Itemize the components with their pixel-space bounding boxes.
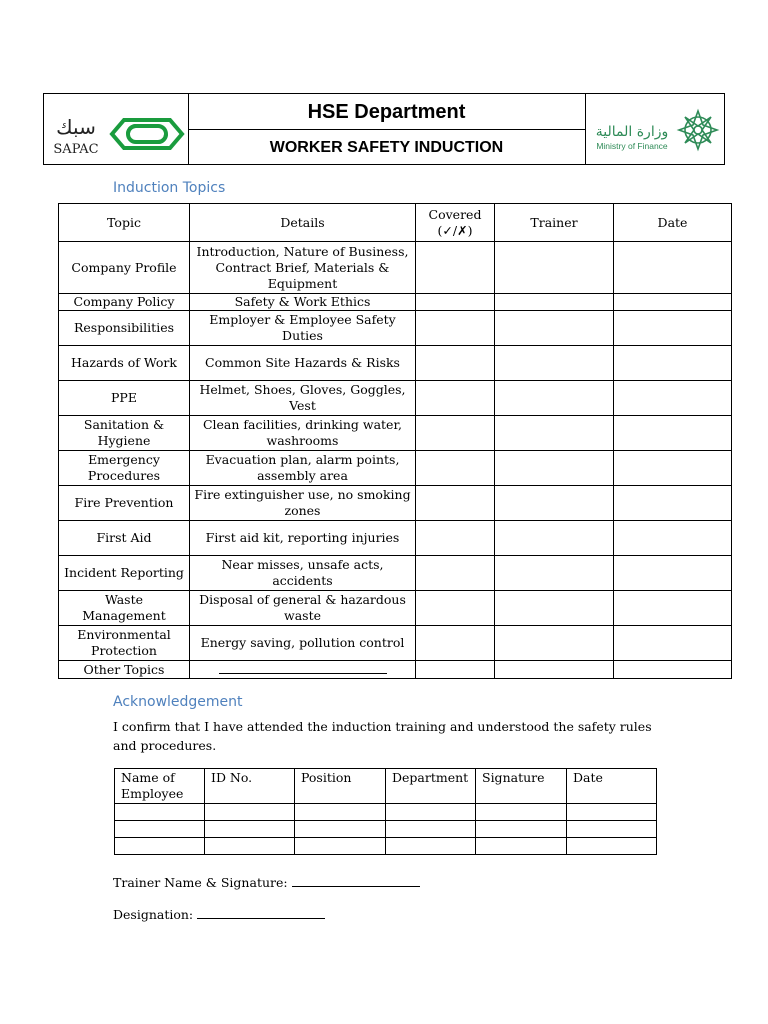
table-row [59, 591, 732, 626]
trainer-cell[interactable] [495, 556, 614, 591]
covered-cell[interactable] [416, 661, 495, 679]
date-cell[interactable] [614, 242, 732, 294]
details-cell: Safety & Work Ethics [190, 294, 416, 311]
details-cell: Helmet, Shoes, Gloves, Goggles, Vest [190, 381, 416, 416]
covered-cell[interactable] [416, 521, 495, 556]
id-cell[interactable] [205, 804, 295, 821]
details-cell: Near misses, unsafe acts, accidents [190, 556, 416, 591]
covered-cell[interactable] [416, 242, 495, 294]
page-title: HSE Department [188, 94, 585, 130]
date-cell[interactable] [567, 804, 657, 821]
column-header-date: Date [567, 769, 657, 804]
table-row [59, 661, 732, 679]
column-header-id: ID No. [205, 769, 295, 804]
covered-cell[interactable] [416, 556, 495, 591]
sapac-logo [44, 94, 189, 164]
name-cell[interactable] [115, 821, 205, 838]
table-row [59, 416, 732, 451]
sapac-logo-arabic-text: سبك [56, 115, 96, 139]
topic-cell: Responsibilities [59, 311, 190, 346]
table-row [59, 346, 732, 381]
department-cell[interactable] [386, 804, 476, 821]
covered-cell[interactable] [416, 311, 495, 346]
topic-cell: Sanitation & Hygiene [59, 416, 190, 451]
column-header-topic: Topic [59, 204, 190, 242]
signature-cell[interactable] [476, 838, 567, 855]
column-header-signature: Signature [476, 769, 567, 804]
date-cell[interactable] [614, 486, 732, 521]
document-header [43, 93, 725, 165]
department-cell[interactable] [386, 821, 476, 838]
trainer-cell[interactable] [495, 626, 614, 661]
acknowledgement-statement: I confirm that I have attended the induction training and understood the safety rules and procedures. [113, 719, 652, 753]
topic-cell: First Aid [59, 521, 190, 556]
date-cell[interactable] [614, 521, 732, 556]
trainer-signature-label: Trainer Name & Signature: [113, 875, 288, 890]
covered-cell[interactable] [416, 486, 495, 521]
trainer-cell[interactable] [495, 381, 614, 416]
column-header-details: Details [190, 204, 416, 242]
table-row [59, 486, 732, 521]
date-cell[interactable] [614, 626, 732, 661]
other-topics-blank-line[interactable] [219, 661, 387, 674]
trainer-cell[interactable] [495, 294, 614, 311]
column-header-name: Name of Employee [115, 769, 205, 804]
table-row [59, 311, 732, 346]
column-header-position: Position [295, 769, 386, 804]
header-title-block [188, 94, 586, 164]
covered-cell[interactable] [416, 381, 495, 416]
trainer-signature-field [113, 874, 420, 890]
position-cell[interactable] [295, 821, 386, 838]
ministry-of-finance-logo [586, 94, 724, 164]
details-cell: First aid kit, reporting injuries [190, 521, 416, 556]
mof-logo-latin-text: Ministry of Finance [596, 141, 668, 151]
acknowledgement-heading: Acknowledgement [113, 694, 243, 710]
id-cell[interactable] [205, 821, 295, 838]
covered-cell[interactable] [416, 346, 495, 381]
table-header-row [59, 204, 732, 242]
topic-cell: Waste Management [59, 591, 190, 626]
designation-field [113, 906, 325, 922]
date-cell[interactable] [567, 838, 657, 855]
table-row [115, 821, 657, 838]
details-cell: Introduction, Nature of Business, Contract Brief, Materials & Equipment [190, 242, 416, 294]
details-cell: Clean facilities, drinking water, washrooms [190, 416, 416, 451]
trainer-signature-line[interactable] [292, 874, 420, 887]
table-row [59, 556, 732, 591]
induction-topics-table [58, 203, 732, 679]
date-cell[interactable] [614, 451, 732, 486]
date-cell[interactable] [614, 294, 732, 311]
designation-label: Designation: [113, 907, 194, 922]
topic-cell: Incident Reporting [59, 556, 190, 591]
table-row [115, 838, 657, 855]
sapac-logo-latin-text: SAPAC [53, 142, 99, 157]
name-cell[interactable] [115, 838, 205, 855]
trainer-cell[interactable] [495, 661, 614, 679]
date-cell[interactable] [614, 661, 732, 679]
trainer-cell[interactable] [495, 416, 614, 451]
table-header-row [115, 769, 657, 804]
department-cell[interactable] [386, 838, 476, 855]
topic-cell: Company Profile [59, 242, 190, 294]
column-header-department: Department [386, 769, 476, 804]
column-header-date: Date [614, 204, 732, 242]
date-cell[interactable] [614, 311, 732, 346]
table-row [59, 521, 732, 556]
details-cell: Energy saving, pollution control [190, 626, 416, 661]
topic-cell: Environmental Protection [59, 626, 190, 661]
name-cell[interactable] [115, 804, 205, 821]
trainer-cell[interactable] [495, 311, 614, 346]
mof-logo-arabic-text: وزارة المالية [595, 124, 669, 140]
acknowledgement-table [114, 768, 657, 855]
details-cell: Common Site Hazards & Risks [190, 346, 416, 381]
date-cell[interactable] [614, 346, 732, 381]
details-cell: Disposal of general & hazardous waste [190, 591, 416, 626]
table-row [59, 294, 732, 311]
id-cell[interactable] [205, 838, 295, 855]
position-cell[interactable] [295, 838, 386, 855]
date-cell[interactable] [614, 416, 732, 451]
position-cell[interactable] [295, 804, 386, 821]
date-cell[interactable] [567, 821, 657, 838]
topic-cell: Fire Prevention [59, 486, 190, 521]
topic-cell: Emergency Procedures [59, 451, 190, 486]
covered-cell[interactable] [416, 451, 495, 486]
trainer-cell[interactable] [495, 521, 614, 556]
induction-topics-heading: Induction Topics [113, 180, 226, 196]
details-cell: Employer & Employee Safety Duties [190, 311, 416, 346]
covered-cell[interactable] [416, 626, 495, 661]
date-cell[interactable] [614, 381, 732, 416]
date-cell[interactable] [614, 591, 732, 626]
trainer-cell[interactable] [495, 451, 614, 486]
signature-cell[interactable] [476, 804, 567, 821]
covered-cell[interactable] [416, 416, 495, 451]
topic-cell: Other Topics [59, 661, 190, 679]
table-row [59, 451, 732, 486]
details-cell[interactable] [190, 661, 416, 679]
topic-cell: PPE [59, 381, 190, 416]
trainer-cell[interactable] [495, 486, 614, 521]
column-header-covered: Covered (✓/✗) [416, 204, 495, 242]
designation-line[interactable] [197, 906, 325, 919]
covered-cell[interactable] [416, 591, 495, 626]
table-row [115, 804, 657, 821]
covered-cell[interactable] [416, 294, 495, 311]
column-header-trainer: Trainer [495, 204, 614, 242]
details-cell: Fire extinguisher use, no smoking zones [190, 486, 416, 521]
topic-cell: Company Policy [59, 294, 190, 311]
trainer-cell[interactable] [495, 591, 614, 626]
page-subtitle: WORKER SAFETY INDUCTION [269, 139, 504, 156]
table-row [59, 381, 732, 416]
trainer-cell[interactable] [495, 242, 614, 294]
details-cell: Evacuation plan, alarm points, assembly area [190, 451, 416, 486]
date-cell[interactable] [614, 556, 732, 591]
table-row [59, 242, 732, 294]
trainer-cell[interactable] [495, 346, 614, 381]
table-row [59, 626, 732, 661]
signature-cell[interactable] [476, 821, 567, 838]
topic-cell: Hazards of Work [59, 346, 190, 381]
